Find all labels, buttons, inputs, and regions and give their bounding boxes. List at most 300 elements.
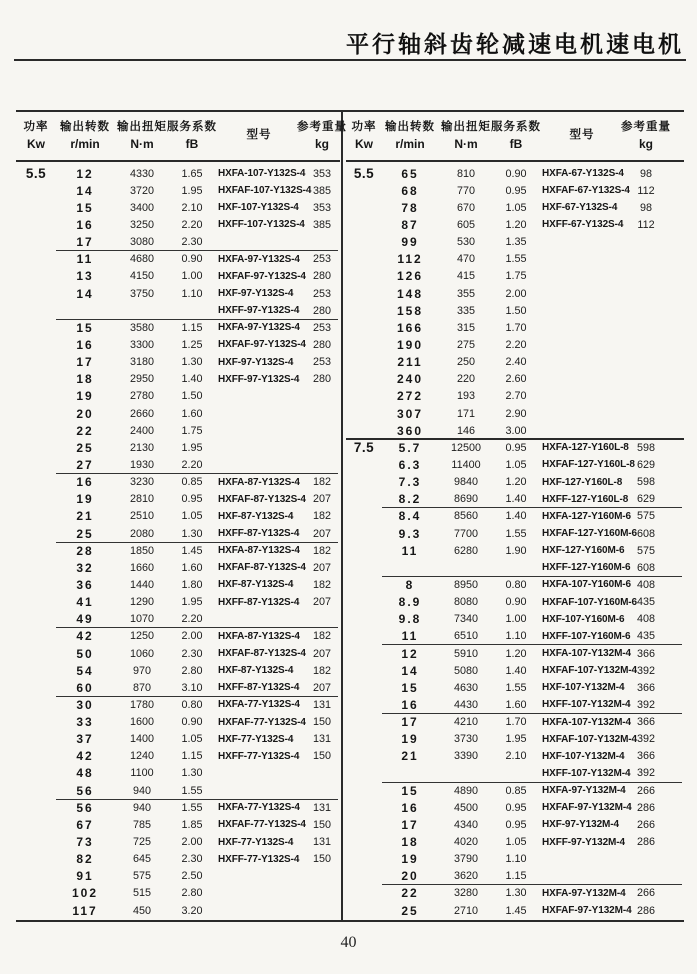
table-row <box>16 885 340 902</box>
table-row <box>346 782 684 799</box>
table-row <box>16 902 340 919</box>
table-row <box>16 354 340 371</box>
cell-model: HXF-87-Y132S-4 <box>218 579 294 591</box>
cell-service-factor: 1.85 <box>181 818 203 831</box>
cell-service-factor: 0.90 <box>181 716 203 729</box>
cell-output-speed: 54 <box>76 663 94 678</box>
table-row <box>346 799 684 816</box>
cell-output-torque: 6510 <box>453 630 479 643</box>
table-body <box>16 162 340 919</box>
cell-service-factor: 1.15 <box>505 870 527 883</box>
cell-model: HXF-97-Y132S-4 <box>218 288 294 300</box>
cell-output-torque: 1250 <box>129 630 155 643</box>
cell-output-speed: 16 <box>76 217 94 232</box>
cell-service-factor: 1.80 <box>181 578 203 591</box>
cell-output-speed: 25 <box>76 526 94 541</box>
cell-service-factor: 1.75 <box>505 270 527 283</box>
cell-output-torque: 355 <box>456 287 475 300</box>
cell-output-speed: 16 <box>401 697 419 712</box>
cell-service-factor: 1.95 <box>505 733 527 746</box>
column-header-weight <box>297 119 347 153</box>
cell-service-factor: 1.70 <box>505 321 527 334</box>
cell-service-factor: 0.90 <box>181 253 203 266</box>
cell-output-speed: 32 <box>76 560 94 575</box>
cell-output-speed: 15 <box>76 200 94 215</box>
row-group <box>16 474 340 543</box>
cell-model: HXFF-77-Y132S-4 <box>218 853 300 865</box>
cell-model: HXFAF-97-Y132S-4 <box>218 339 306 351</box>
cell-weight: 280 <box>312 304 331 317</box>
cell-model: HXFF-107-Y132M-4 <box>542 767 631 779</box>
cell-output-speed: 158 <box>396 303 424 318</box>
cell-output-torque: 275 <box>456 338 475 351</box>
table-row <box>346 714 684 731</box>
column-header-torque <box>438 119 494 153</box>
cell-weight: 182 <box>312 578 331 591</box>
table-row <box>346 182 684 199</box>
cell-weight: 253 <box>312 356 331 369</box>
cell-model: HXFAF-107-Y160M-6 <box>542 596 637 608</box>
cell-service-factor: 1.70 <box>505 716 527 729</box>
cell-output-speed: 307 <box>396 406 424 421</box>
table-row <box>16 371 340 388</box>
cell-weight: 608 <box>636 561 655 574</box>
cell-weight: 253 <box>312 287 331 300</box>
cell-weight: 385 <box>312 218 331 231</box>
cell-weight: 366 <box>636 681 655 694</box>
row-group <box>346 645 684 714</box>
cell-weight: 150 <box>312 818 331 831</box>
row-group <box>16 165 340 251</box>
table-row <box>346 456 684 473</box>
table-row <box>346 594 684 611</box>
table-row <box>16 782 340 799</box>
cell-service-factor: 1.20 <box>505 218 527 231</box>
cell-service-factor: 1.05 <box>181 510 203 523</box>
table-row <box>16 696 340 713</box>
table-row <box>346 371 684 388</box>
row-group <box>16 696 340 799</box>
table-row <box>346 731 684 748</box>
cell-model: HXFF-107-Y160M-6 <box>542 630 631 642</box>
cell-output-torque: 1600 <box>129 716 155 729</box>
row-group <box>346 885 684 919</box>
cell-service-factor: 0.90 <box>505 596 527 609</box>
row-group <box>346 782 684 885</box>
column-header-label: 功率 <box>23 120 49 133</box>
cell-service-factor: 0.95 <box>505 184 527 197</box>
table-row <box>346 336 684 353</box>
cell-output-speed: 60 <box>76 680 94 695</box>
cell-output-speed: 41 <box>76 595 94 610</box>
cell-model: HXFA-87-Y132S-4 <box>218 630 300 642</box>
cell-output-speed: 9.8 <box>398 612 422 627</box>
cell-output-speed: 28 <box>76 543 94 558</box>
table-row <box>16 268 340 285</box>
cell-output-speed: 87 <box>401 217 419 232</box>
cell-weight: 408 <box>636 578 655 591</box>
column-header-label: 型号 <box>569 128 595 141</box>
cell-output-torque: 450 <box>132 904 151 917</box>
cell-output-torque: 3400 <box>129 201 155 214</box>
cell-model: HXFF-127-Y160L-8 <box>542 493 629 505</box>
cell-output-torque: 4430 <box>453 698 479 711</box>
cell-output-torque: 193 <box>456 390 475 403</box>
table-row <box>346 902 684 919</box>
table-row <box>346 474 684 491</box>
cell-service-factor: 2.70 <box>505 390 527 403</box>
cell-weight: 575 <box>636 544 655 557</box>
table-row <box>346 851 684 868</box>
cell-output-torque: 3230 <box>129 476 155 489</box>
cell-output-torque: 4500 <box>453 801 479 814</box>
column-header-speed <box>56 119 114 153</box>
table-row <box>346 816 684 833</box>
row-group <box>16 542 340 628</box>
cell-service-factor: 1.60 <box>181 407 203 420</box>
table-row <box>346 868 684 885</box>
cell-service-factor: 1.45 <box>505 904 527 917</box>
cell-weight: 150 <box>312 853 331 866</box>
cell-output-speed: 27 <box>76 457 94 472</box>
cell-weight: 182 <box>312 544 331 557</box>
cell-output-torque: 315 <box>456 321 475 334</box>
cell-power-kw: 7.5 <box>353 440 375 456</box>
cell-service-factor: 1.45 <box>181 544 203 557</box>
cell-weight: 182 <box>312 630 331 643</box>
column-header-label: 输出转数 <box>385 120 435 133</box>
cell-service-factor: 1.20 <box>505 647 527 660</box>
cell-output-speed: 73 <box>76 835 94 850</box>
cell-weight: 392 <box>636 664 655 677</box>
cell-weight: 266 <box>636 818 655 831</box>
cell-output-speed: 20 <box>76 406 94 421</box>
cell-model: HXFA-87-Y132S-4 <box>218 545 300 557</box>
table-row <box>16 816 340 833</box>
column-header-label: 型号 <box>246 128 272 141</box>
cell-output-speed: 49 <box>76 612 94 627</box>
cell-output-speed: 17 <box>401 817 419 832</box>
cell-output-speed: 67 <box>76 817 94 832</box>
table-row <box>16 456 340 473</box>
cell-weight: 150 <box>312 750 331 763</box>
cell-model: HXFF-97-Y132S-4 <box>218 305 300 317</box>
row-group <box>346 508 684 577</box>
cell-model: HXFF-127-Y160M-6 <box>542 562 631 574</box>
table-row <box>346 628 684 645</box>
table-row <box>346 422 684 439</box>
cell-output-speed: 14 <box>76 286 94 301</box>
column-header-label: 参考重量 <box>297 120 347 133</box>
cell-output-torque: 770 <box>456 184 475 197</box>
cell-service-factor: 1.30 <box>181 356 203 369</box>
cell-output-torque: 3300 <box>129 338 155 351</box>
cell-weight: 598 <box>636 441 655 454</box>
cell-service-factor: 3.00 <box>505 424 527 437</box>
cell-service-factor: 1.60 <box>181 561 203 574</box>
column-header-service-factor <box>167 119 217 153</box>
cell-output-speed: 8.2 <box>398 492 422 507</box>
cell-service-factor: 0.90 <box>505 167 527 180</box>
table-row <box>346 199 684 216</box>
cell-weight: 598 <box>636 476 655 489</box>
cell-service-factor: 1.65 <box>181 167 203 180</box>
table-row <box>16 765 340 782</box>
table-row <box>16 319 340 336</box>
cell-output-speed: 19 <box>401 732 419 747</box>
column-header-unit: fB <box>509 136 523 151</box>
cell-service-factor: 2.10 <box>505 750 527 763</box>
cell-output-speed: 117 <box>72 903 98 918</box>
cell-output-torque: 3250 <box>129 218 155 231</box>
cell-output-speed: 16 <box>401 800 419 815</box>
cell-weight: 131 <box>312 801 331 814</box>
cell-weight: 435 <box>636 630 655 643</box>
column-header-unit: N·m <box>130 136 154 151</box>
column-header-label: 功率 <box>351 120 377 133</box>
table-row <box>16 199 340 216</box>
cell-output-torque: 171 <box>456 407 475 420</box>
cell-output-torque: 4680 <box>129 253 155 266</box>
cell-model: HXF-107-Y132M-4 <box>542 750 625 762</box>
cell-output-torque: 2810 <box>129 493 155 506</box>
cell-output-speed: 211 <box>397 355 423 370</box>
cell-service-factor: 2.40 <box>505 356 527 369</box>
group-divider-line <box>382 884 682 885</box>
cell-output-speed: 22 <box>76 423 94 438</box>
cell-output-speed: 68 <box>401 183 419 198</box>
cell-output-torque: 530 <box>456 236 475 249</box>
column-header-weight <box>621 119 671 153</box>
table-row <box>16 611 340 628</box>
group-divider-line <box>56 250 338 251</box>
row-group <box>16 251 340 320</box>
table-row <box>16 731 340 748</box>
cell-model: HXFA-87-Y132S-4 <box>218 476 300 488</box>
cell-service-factor: 1.05 <box>505 458 527 471</box>
cell-output-speed: 14 <box>401 663 419 678</box>
cell-service-factor: 0.80 <box>181 698 203 711</box>
group-divider-line <box>56 542 338 543</box>
cell-output-speed: 17 <box>76 235 94 250</box>
table-row <box>16 508 340 525</box>
cell-service-factor: 2.50 <box>181 870 203 883</box>
cell-output-torque: 146 <box>456 424 475 437</box>
cell-model: HXFF-87-Y132S-4 <box>218 596 300 608</box>
cell-model: HXF-107-Y132S-4 <box>218 202 299 214</box>
cell-service-factor: 1.95 <box>181 596 203 609</box>
cell-output-torque: 1070 <box>129 613 155 626</box>
table-row <box>16 216 340 233</box>
cell-service-factor: 1.05 <box>505 201 527 214</box>
cell-output-speed: 15 <box>401 783 419 798</box>
table-row <box>346 319 684 336</box>
cell-output-speed: 56 <box>76 800 94 815</box>
table-row <box>346 285 684 302</box>
table-row <box>346 302 684 319</box>
cell-service-factor: 1.20 <box>505 476 527 489</box>
table-row <box>16 388 340 405</box>
cell-model: HXFAF-127-Y160M-6 <box>542 528 637 540</box>
cell-output-torque: 3390 <box>453 750 479 763</box>
cell-output-torque: 3750 <box>129 287 155 300</box>
cell-output-torque: 515 <box>132 887 151 900</box>
cell-output-speed: 91 <box>76 869 94 884</box>
cell-output-speed: 11 <box>401 629 419 644</box>
cell-output-torque: 5080 <box>453 664 479 677</box>
cell-model: HXFF-67-Y132S-4 <box>542 219 624 231</box>
table-row <box>346 491 684 508</box>
cell-output-torque: 605 <box>456 218 475 231</box>
column-header-service-factor <box>491 119 541 153</box>
table-row <box>16 302 340 319</box>
cell-output-speed: 36 <box>76 577 94 592</box>
cell-model: HXF-127-Y160L-8 <box>542 476 623 488</box>
cell-output-speed: 25 <box>401 903 419 918</box>
cell-output-speed: 19 <box>76 389 94 404</box>
table-row <box>346 525 684 542</box>
cell-weight: 392 <box>636 698 655 711</box>
row-group <box>346 576 684 645</box>
table-row <box>346 234 684 251</box>
cell-output-speed: 15 <box>401 680 419 695</box>
cell-output-speed: 8.9 <box>398 595 422 610</box>
page-title: 平行轴斜齿轮减速电机速电机 <box>346 31 684 57</box>
table-row <box>346 696 684 713</box>
column-header-unit: kg <box>314 136 329 151</box>
column-header-power <box>346 119 382 153</box>
cell-output-torque: 575 <box>132 870 151 883</box>
table-row <box>16 182 340 199</box>
cell-weight: 280 <box>312 270 331 283</box>
cell-weight: 629 <box>636 493 655 506</box>
cell-service-factor: 1.40 <box>505 510 527 523</box>
cell-output-speed: 21 <box>76 509 94 524</box>
table-row <box>16 422 340 439</box>
cell-model: HXF-77-Y132S-4 <box>218 733 294 745</box>
cell-output-torque: 11400 <box>451 458 481 471</box>
cell-weight: 575 <box>636 510 655 523</box>
cell-power-kw: 5.5 <box>25 166 47 182</box>
cell-weight: 253 <box>312 321 331 334</box>
cell-service-factor: 0.85 <box>505 784 527 797</box>
cell-output-torque: 8950 <box>453 578 479 591</box>
cell-output-speed: 9.3 <box>398 526 422 541</box>
cell-service-factor: 1.00 <box>505 613 527 626</box>
cell-output-speed: 48 <box>76 766 94 781</box>
column-header-unit: fB <box>185 136 199 151</box>
cell-model: HXFAF-67-Y132S-4 <box>542 185 630 197</box>
cell-weight: 353 <box>312 167 331 180</box>
cell-service-factor: 0.95 <box>505 818 527 831</box>
table-row <box>16 851 340 868</box>
cell-model: HXF-127-Y160M-6 <box>542 545 625 557</box>
cell-service-factor: 1.60 <box>505 698 527 711</box>
table-row <box>16 576 340 593</box>
cell-output-speed: 240 <box>396 372 424 387</box>
cell-service-factor: 1.15 <box>181 321 203 334</box>
table-row <box>16 405 340 422</box>
cell-output-torque: 670 <box>456 201 475 214</box>
cell-output-torque: 1660 <box>129 561 155 574</box>
cell-weight: 608 <box>636 527 655 540</box>
cell-output-torque: 1440 <box>129 578 155 591</box>
column-header-model <box>214 127 304 146</box>
cell-weight: 286 <box>636 801 655 814</box>
group-divider-line <box>56 696 338 697</box>
cell-service-factor: 1.35 <box>505 236 527 249</box>
cell-service-factor: 1.05 <box>505 836 527 849</box>
table-row <box>346 542 684 559</box>
cell-weight: 112 <box>637 218 655 231</box>
cell-service-factor: 0.85 <box>181 476 203 489</box>
cell-output-speed: 22 <box>401 886 419 901</box>
cell-output-torque: 1780 <box>129 698 155 711</box>
cell-output-torque: 3720 <box>129 184 155 197</box>
center-divider-line <box>341 112 343 920</box>
cell-service-factor: 2.90 <box>505 407 527 420</box>
cell-output-torque: 3180 <box>129 356 155 369</box>
cell-output-speed: 7.3 <box>398 475 422 490</box>
cell-output-torque: 785 <box>132 818 151 831</box>
table-row <box>346 662 684 679</box>
table-row <box>346 559 684 576</box>
cell-weight: 207 <box>312 647 331 660</box>
cell-output-torque: 4020 <box>453 836 479 849</box>
cell-service-factor: 2.30 <box>181 853 203 866</box>
cell-service-factor: 1.55 <box>181 784 203 797</box>
cell-output-torque: 3790 <box>453 853 479 866</box>
cell-output-torque: 1100 <box>130 767 154 780</box>
cell-output-torque: 1290 <box>129 596 155 609</box>
cell-model: HXF-97-Y132M-4 <box>542 819 619 831</box>
row-group <box>346 439 684 508</box>
table-row <box>346 645 684 662</box>
column-header-label: 服务系数 <box>167 120 217 133</box>
group-divider-line <box>56 627 338 628</box>
cell-weight: 98 <box>639 201 652 214</box>
cell-output-torque: 12500 <box>450 441 482 454</box>
cell-service-factor: 1.55 <box>505 253 527 266</box>
cell-service-factor: 1.95 <box>181 184 203 197</box>
cell-output-torque: 1240 <box>129 750 155 763</box>
cell-power-kw: 5.5 <box>353 166 375 182</box>
cell-output-torque: 2400 <box>129 424 155 437</box>
column-header-unit: N·m <box>454 136 478 151</box>
cell-service-factor: 1.95 <box>181 441 203 454</box>
cell-model: HXFF-87-Y132S-4 <box>218 528 300 540</box>
group-divider-line <box>56 799 338 800</box>
row-group <box>16 319 340 473</box>
cell-model: HXFA-77-Y132S-4 <box>218 802 300 814</box>
cell-service-factor: 2.20 <box>181 458 203 471</box>
cell-output-speed: 37 <box>76 732 94 747</box>
cell-model: HXFA-97-Y132M-4 <box>542 887 626 899</box>
cell-model: HXFF-77-Y132S-4 <box>218 750 300 762</box>
table-row <box>16 474 340 491</box>
cell-output-speed: 102 <box>71 886 99 901</box>
cell-model: HXFAF-87-Y132S-4 <box>218 493 306 505</box>
cell-model: HXFA-97-Y132S-4 <box>218 253 300 265</box>
column-header-torque <box>114 119 170 153</box>
cell-weight: 112 <box>637 184 655 197</box>
cell-service-factor: 3.20 <box>181 904 203 917</box>
cell-model: HXFF-97-Y132S-4 <box>218 373 300 385</box>
cell-service-factor: 1.55 <box>505 681 527 694</box>
cell-output-torque: 1400 <box>129 733 155 746</box>
cell-service-factor: 2.20 <box>505 338 527 351</box>
cell-model: HXFA-107-Y132S-4 <box>218 168 306 180</box>
